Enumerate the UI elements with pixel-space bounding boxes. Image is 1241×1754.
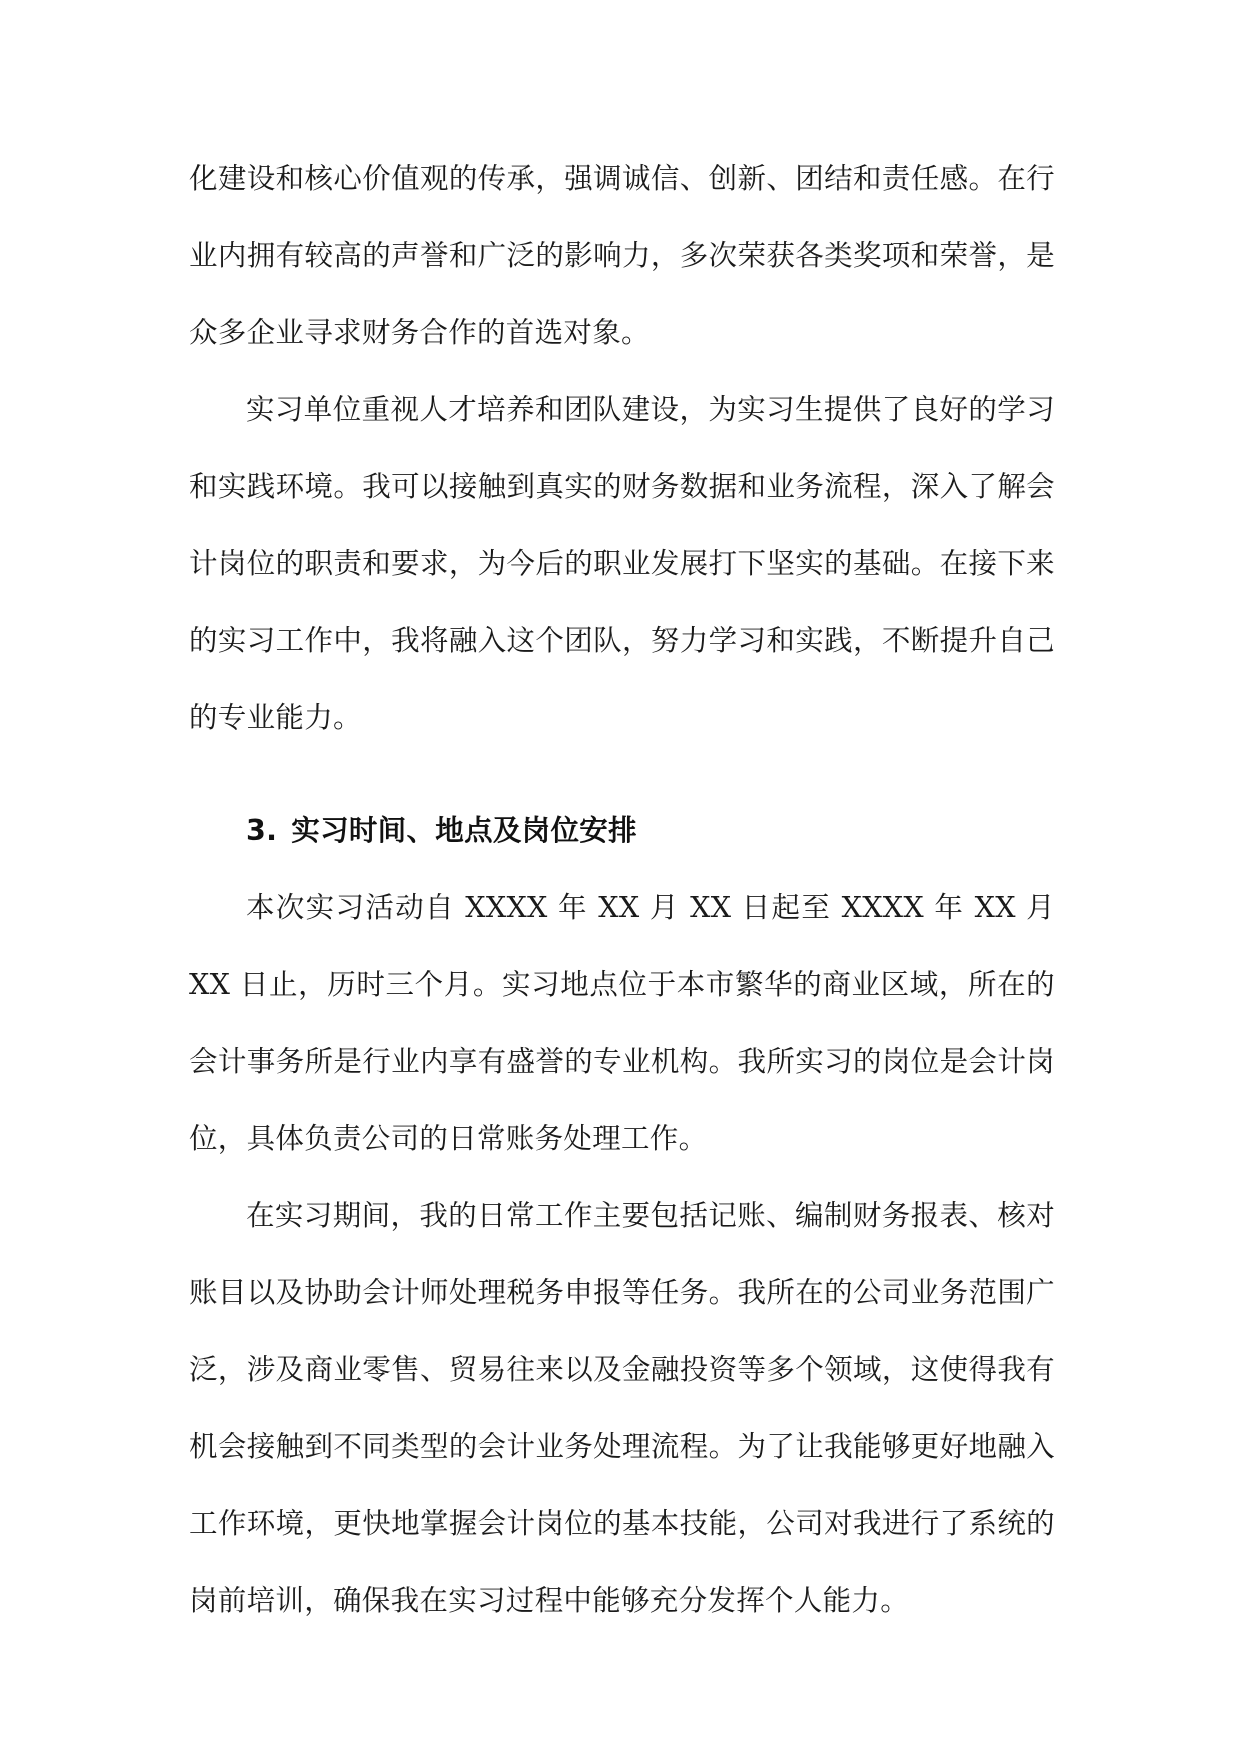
paragraph-time-location: 本次实习活动自 XXXX 年 XX 月 XX 日起至 XXXX 年 XX 月 XX 日止，历时三个月。实习地点位于本市繁华的商业区域，所在的会计事务所是行业内享有盛誉的专业机构。我所实习的岗位是会计岗位，具体负责公司的日常账务处理工作。 [189,891,1055,1155]
section-number: 3. [246,814,278,847]
section-heading [189,792,1055,869]
section-title: 实习时间、地点及岗位安排 [291,814,637,847]
paragraph-continued: 化建设和核心价值观的传承，强调诚信、创新、团结和责任感。在行业内拥有较高的声誉和广泛的影响力，多次荣获各类奖项和荣誉，是众多企业寻求财务合作的首选对象。 [189,162,1055,349]
document-body [189,140,1055,1639]
paragraph-daily-work: 在实习期间，我的日常工作主要包括记账、编制财务报表、核对账目以及协助会计师处理税务申报等任务。我所在的公司业务范围广泛，涉及商业零售、贸易往来以及金融投资等多个领域，这使得我有机会接触到不同类型的会计业务处理流程。为了让我能够更好地融入工作环境，更快地掌握会计岗位的基本技能，公司对我进行了系统的岗前培训，确保我在实习过程中能够充分发挥个人能力。 [189,1199,1055,1617]
paragraph-internship-unit: 实习单位重视人才培养和团队建设，为实习生提供了良好的学习和实践环境。我可以接触到真实的财务数据和业务流程，深入了解会计岗位的职责和要求，为今后的职业发展打下坚实的基础。在接下来的实习工作中，我将融入这个团队，努力学习和实践，不断提升自己的专业能力。 [189,393,1055,734]
